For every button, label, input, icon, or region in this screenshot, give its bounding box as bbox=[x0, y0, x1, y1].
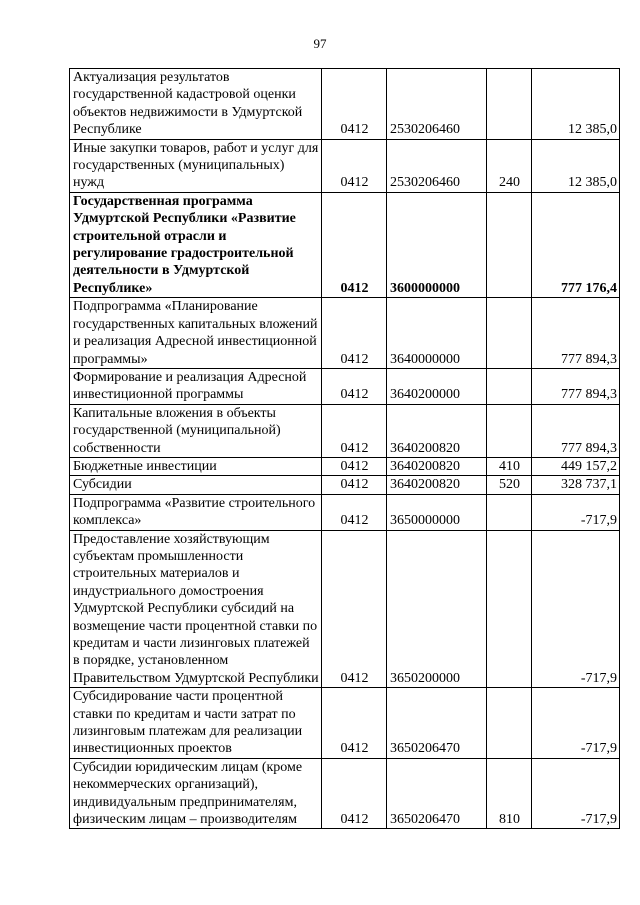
row-name-cell: Иные закупки товаров, работ и услуг для государственных (муниципальных) нужд bbox=[70, 139, 322, 192]
budget-table bbox=[69, 68, 620, 829]
row-kind-cell bbox=[487, 298, 532, 369]
row-kind-cell bbox=[487, 192, 532, 297]
row-name-cell: Государственная программа Удмуртской Республики «Развитие строительной отрасли и регулирование градостроительной деятельности в Удмуртской Республике» bbox=[70, 192, 322, 297]
row-sum-cell: -717,9 bbox=[532, 758, 620, 829]
row-section-cell: 0412 bbox=[322, 758, 387, 829]
row-section-cell: 0412 bbox=[322, 457, 387, 475]
row-code-cell: 3640200820 bbox=[387, 476, 487, 494]
row-section-cell: 0412 bbox=[322, 476, 387, 494]
row-code-cell: 3650206470 bbox=[387, 688, 487, 759]
row-sum-cell: 777 176,4 bbox=[532, 192, 620, 297]
row-code-cell: 3640000000 bbox=[387, 298, 487, 369]
row-section-cell: 0412 bbox=[322, 192, 387, 297]
row-code-cell: 3650206470 bbox=[387, 758, 487, 829]
row-section-cell: 0412 bbox=[322, 530, 387, 688]
row-name-cell: Подпрограмма «Планирование государственных капитальных вложений и реализация Адресной инвестиционной программы» bbox=[70, 298, 322, 369]
row-section-cell: 0412 bbox=[322, 404, 387, 457]
row-kind-cell bbox=[487, 69, 532, 140]
row-section-cell: 0412 bbox=[322, 368, 387, 404]
row-sum-cell: 328 737,1 bbox=[532, 476, 620, 494]
row-kind-cell bbox=[487, 404, 532, 457]
page-number: 97 bbox=[313, 36, 327, 51]
table-row bbox=[70, 688, 620, 759]
row-name-cell: Бюджетные инвестиции bbox=[70, 457, 322, 475]
row-code-cell: 2530206460 bbox=[387, 69, 487, 140]
table-row bbox=[70, 476, 620, 494]
row-code-cell: 3650200000 bbox=[387, 530, 487, 688]
row-kind-cell: 810 bbox=[487, 758, 532, 829]
row-sum-cell: 777 894,3 bbox=[532, 298, 620, 369]
table-row bbox=[70, 368, 620, 404]
row-kind-cell: 520 bbox=[487, 476, 532, 494]
row-kind-cell: 410 bbox=[487, 457, 532, 475]
row-name-cell: Субсидии юридическим лицам (кроме некоммерческих организаций), индивидуальным предпринимателям, физическим лицам – производителям bbox=[70, 758, 322, 829]
table-row bbox=[70, 457, 620, 475]
budget-table-body bbox=[70, 69, 620, 829]
row-section-cell: 0412 bbox=[322, 494, 387, 530]
table-row bbox=[70, 69, 620, 140]
table-row bbox=[70, 404, 620, 457]
table-row bbox=[70, 758, 620, 829]
table-row bbox=[70, 298, 620, 369]
row-name-cell: Субсидии bbox=[70, 476, 322, 494]
row-code-cell: 3640200000 bbox=[387, 368, 487, 404]
row-kind-cell bbox=[487, 688, 532, 759]
row-code-cell: 3640200820 bbox=[387, 457, 487, 475]
row-kind-cell bbox=[487, 494, 532, 530]
table-row bbox=[70, 139, 620, 192]
row-code-cell: 3640200820 bbox=[387, 404, 487, 457]
row-name-cell: Формирование и реализация Адресной инвестиционной программы bbox=[70, 368, 322, 404]
row-sum-cell: -717,9 bbox=[532, 494, 620, 530]
row-section-cell: 0412 bbox=[322, 298, 387, 369]
row-sum-cell: -717,9 bbox=[532, 688, 620, 759]
table-row bbox=[70, 192, 620, 297]
row-name-cell: Капитальные вложения в объекты государственной (муниципальной) собственности bbox=[70, 404, 322, 457]
row-section-cell: 0412 bbox=[322, 69, 387, 140]
row-kind-cell: 240 bbox=[487, 139, 532, 192]
row-kind-cell bbox=[487, 530, 532, 688]
row-section-cell: 0412 bbox=[322, 688, 387, 759]
row-sum-cell: 777 894,3 bbox=[532, 368, 620, 404]
row-name-cell: Актуализация результатов государственной кадастровой оценки объектов недвижимости в Удмуртской Республике bbox=[70, 69, 322, 140]
row-name-cell: Предоставление хозяйствующим субъектам промышленности строительных материалов и индустриального домостроения Удмуртской Республики субсидий на возмещение части процентной ставки по кредитам и части лизинговых платежей в порядке, установленном Правительством Удмуртской Республики bbox=[70, 530, 322, 688]
row-code-cell: 3600000000 bbox=[387, 192, 487, 297]
row-code-cell: 2530206460 bbox=[387, 139, 487, 192]
row-sum-cell: 777 894,3 bbox=[532, 404, 620, 457]
row-code-cell: 3650000000 bbox=[387, 494, 487, 530]
row-sum-cell: 12 385,0 bbox=[532, 69, 620, 140]
row-name-cell: Субсидирование части процентной ставки по кредитам и части затрат по лизинговым платежам для реализации инвестиционных проектов bbox=[70, 688, 322, 759]
table-row bbox=[70, 494, 620, 530]
table-row bbox=[70, 530, 620, 688]
row-name-cell: Подпрограмма «Развитие строительного комплекса» bbox=[70, 494, 322, 530]
row-sum-cell: 449 157,2 bbox=[532, 457, 620, 475]
row-kind-cell bbox=[487, 368, 532, 404]
row-section-cell: 0412 bbox=[322, 139, 387, 192]
row-sum-cell: -717,9 bbox=[532, 530, 620, 688]
row-sum-cell: 12 385,0 bbox=[532, 139, 620, 192]
